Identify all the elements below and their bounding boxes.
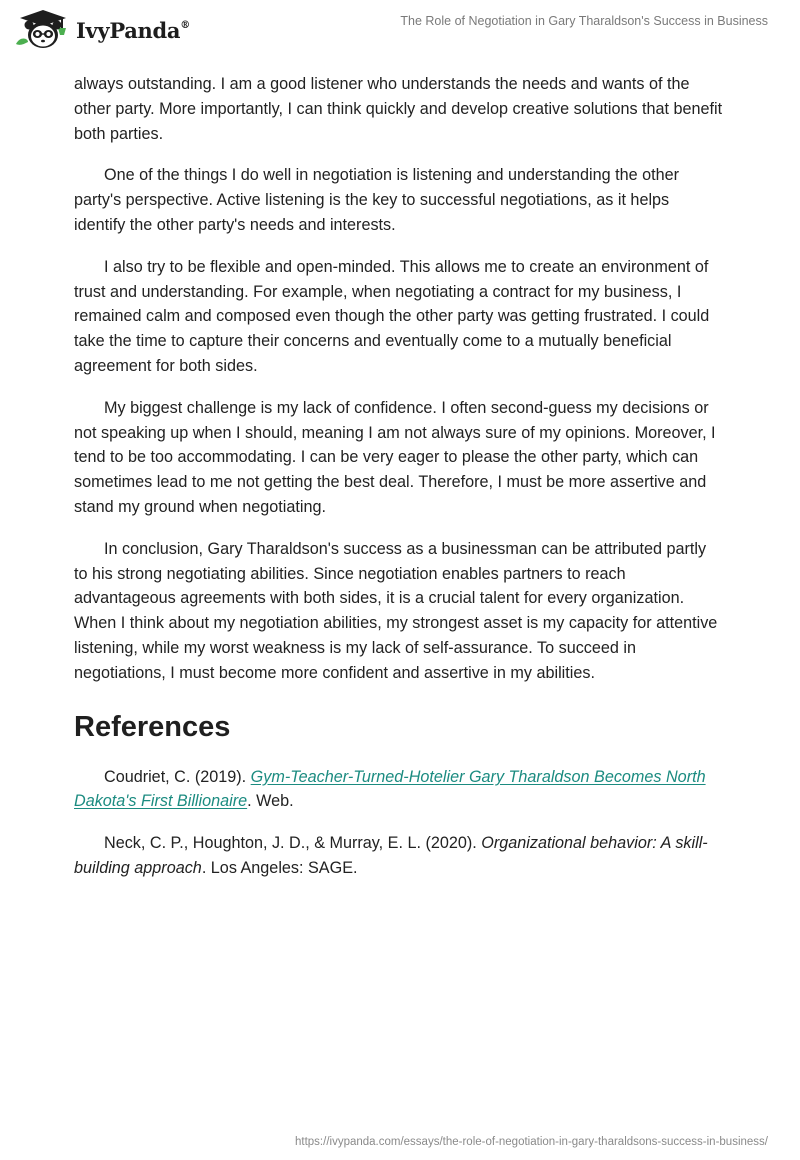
reference-entry <box>74 831 724 881</box>
reference-suffix: . Los Angeles: SAGE. <box>201 858 358 877</box>
reference-entry <box>74 765 724 815</box>
essay-paragraph: My biggest challenge is my lack of confidence. I often second-guess my decisions or not speaking up when I should, meaning I am not always sure of my opinions. Moreover, I tend to be too accommodating. I can be very eager to please the other party, which can sometimes lead to me not getting the best deal. Therefore, I must be more assertive and stand my ground when negotiating. <box>74 398 716 516</box>
essay-paragraph: always outstanding. I am a good listener who understands the needs and wants of the other party. More importantly, I can think quickly and develop creative solutions that benefit both parties. <box>74 75 723 143</box>
panda-logo-icon <box>14 8 72 50</box>
essay-paragraph: In conclusion, Gary Tharaldson's success as a businessman can be attributed partly to his strong negotiating abilities. Since negotiation enables partners to reach advantageous agreements with both sides, it is a crucial talent for every organization. When I think about my negotiation abilities, my strongest asset is my capacity for attentive listening, while my worst weakness is my lack of self-assurance. To succeed in negotiations, I must become more confident and assertive in my abilities. <box>74 539 718 682</box>
document-title: The Role of Negotiation in Gary Tharaldson's Success in Business <box>400 14 768 28</box>
reference-author: Neck, C. P., Houghton, J. D., & Murray, E. L. (2020). <box>104 834 482 853</box>
page-header <box>0 0 800 60</box>
references-heading: References <box>74 710 231 743</box>
reference-suffix: . Web. <box>247 792 294 811</box>
reference-author: Coudriet, C. (2019). <box>104 767 251 786</box>
essay-content <box>74 72 724 898</box>
reference-title: Organizational behavior: A skill-building approach <box>74 834 708 877</box>
reference-link[interactable]: Gym-Teacher-Turned-Hotelier Gary Tharaldson Becomes North Dakota's First Billionaire <box>74 767 706 811</box>
brand-name: IvyPanda® <box>76 17 190 43</box>
essay-paragraph: I also try to be flexible and open-minded. This allows me to create an environment of trust and understanding. For example, when negotiating a contract for my business, I remained calm and composed even though the other party was getting frustrated. I could take the time to capture their concerns and eventually come to a mutually beneficial agreement for both sides. <box>74 257 710 375</box>
footer-url[interactable]: https://ivypanda.com/essays/the-role-of-negotiation-in-gary-tharaldsons-success-in-business/ <box>295 1136 768 1148</box>
essay-paragraph: One of the things I do well in negotiation is listening and understanding the other party's perspective. Active listening is the key to successful negotiations, as it helps identify the other party's needs and interests. <box>74 166 680 234</box>
brand-logo[interactable] <box>14 8 190 50</box>
